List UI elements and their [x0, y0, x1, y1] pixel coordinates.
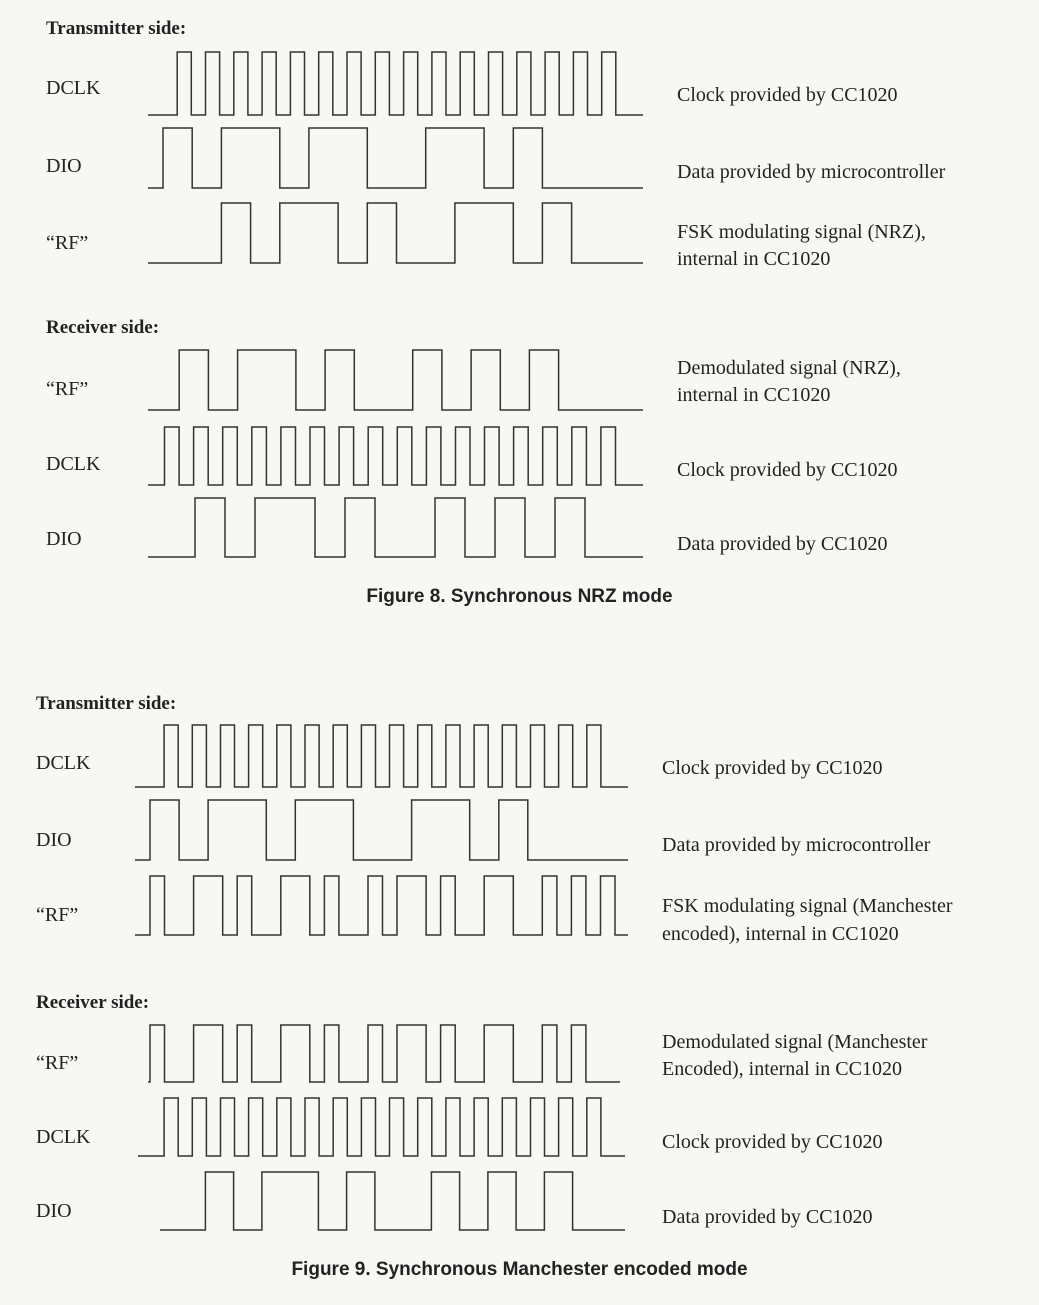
fig9-rx-dclk-waveform	[138, 1098, 625, 1156]
fig8-tx-dio-desc: Data provided by microcontroller	[677, 161, 946, 183]
fig8-tx-rf-desc-line1: FSK modulating signal (NRZ),	[677, 221, 926, 243]
fig9-tx-dio-waveform	[135, 800, 628, 860]
fig9-rx-rf-label: “RF”	[36, 1052, 79, 1074]
fig8-rx-dio-desc: Data provided by CC1020	[677, 533, 888, 555]
fig9-rx-rf-desc-line1: Demodulated signal (Manchester	[662, 1031, 928, 1053]
fig9-transmitter-heading: Transmitter side:	[36, 693, 177, 714]
fig8-rx-dio-waveform	[148, 498, 643, 557]
fig8-tx-dclk-label: DCLK	[46, 77, 101, 99]
fig9-tx-rf-desc-line2: encoded), internal in CC1020	[662, 923, 899, 945]
fig8-rx-dclk-label: DCLK	[46, 453, 101, 475]
fig8-tx-dclk-waveform	[148, 52, 643, 115]
fig8-tx-rf-waveform	[148, 203, 643, 263]
fig9-rx-dclk-desc: Clock provided by CC1020	[662, 1131, 883, 1153]
fig9-rx-rf-desc-line2: Encoded), internal in CC1020	[662, 1058, 902, 1080]
fig8-receiver-heading: Receiver side:	[46, 317, 160, 338]
fig8-rx-rf-label: “RF”	[46, 378, 89, 400]
fig9-tx-rf-waveform	[135, 876, 628, 935]
fig9-tx-dio-label: DIO	[36, 829, 72, 851]
fig8-tx-rf-desc-line2: internal in CC1020	[677, 248, 831, 270]
fig9-rx-dio-waveform	[160, 1172, 625, 1230]
fig9-rx-dio-desc: Data provided by CC1020	[662, 1206, 873, 1228]
fig9-receiver-heading: Receiver side:	[36, 992, 150, 1013]
fig8-tx-rf-label: “RF”	[46, 232, 89, 254]
fig9-tx-dio-desc: Data provided by microcontroller	[662, 834, 931, 856]
fig8-rx-dclk-waveform	[148, 427, 643, 485]
fig9-rx-rf-waveform	[148, 1025, 620, 1082]
fig9-tx-rf-desc-line1: FSK modulating signal (Manchester	[662, 895, 953, 917]
fig9-tx-rf-label: “RF”	[36, 904, 79, 926]
fig8-rx-rf-desc-line2: internal in CC1020	[677, 384, 831, 406]
fig8-rx-rf-desc-line1: Demodulated signal (NRZ),	[677, 357, 901, 379]
fig8-tx-dclk-desc: Clock provided by CC1020	[677, 84, 898, 106]
fig9-rx-dclk-label: DCLK	[36, 1126, 91, 1148]
fig9-rx-dio-label: DIO	[36, 1200, 72, 1222]
fig9-caption: Figure 9. Synchronous Manchester encoded mode	[291, 1259, 748, 1280]
fig8-transmitter-heading: Transmitter side:	[46, 18, 187, 39]
fig8-tx-dio-label: DIO	[46, 155, 82, 177]
fig9-tx-dclk-waveform	[135, 725, 628, 787]
fig8-caption: Figure 8. Synchronous NRZ mode	[366, 586, 673, 607]
fig9-tx-dclk-desc: Clock provided by CC1020	[662, 757, 883, 779]
fig9-tx-dclk-label: DCLK	[36, 752, 91, 774]
fig8-rx-dio-label: DIO	[46, 528, 82, 550]
fig8-rx-rf-waveform	[148, 350, 643, 410]
fig8-tx-dio-waveform	[148, 128, 643, 188]
fig8-rx-dclk-desc: Clock provided by CC1020	[677, 459, 898, 481]
